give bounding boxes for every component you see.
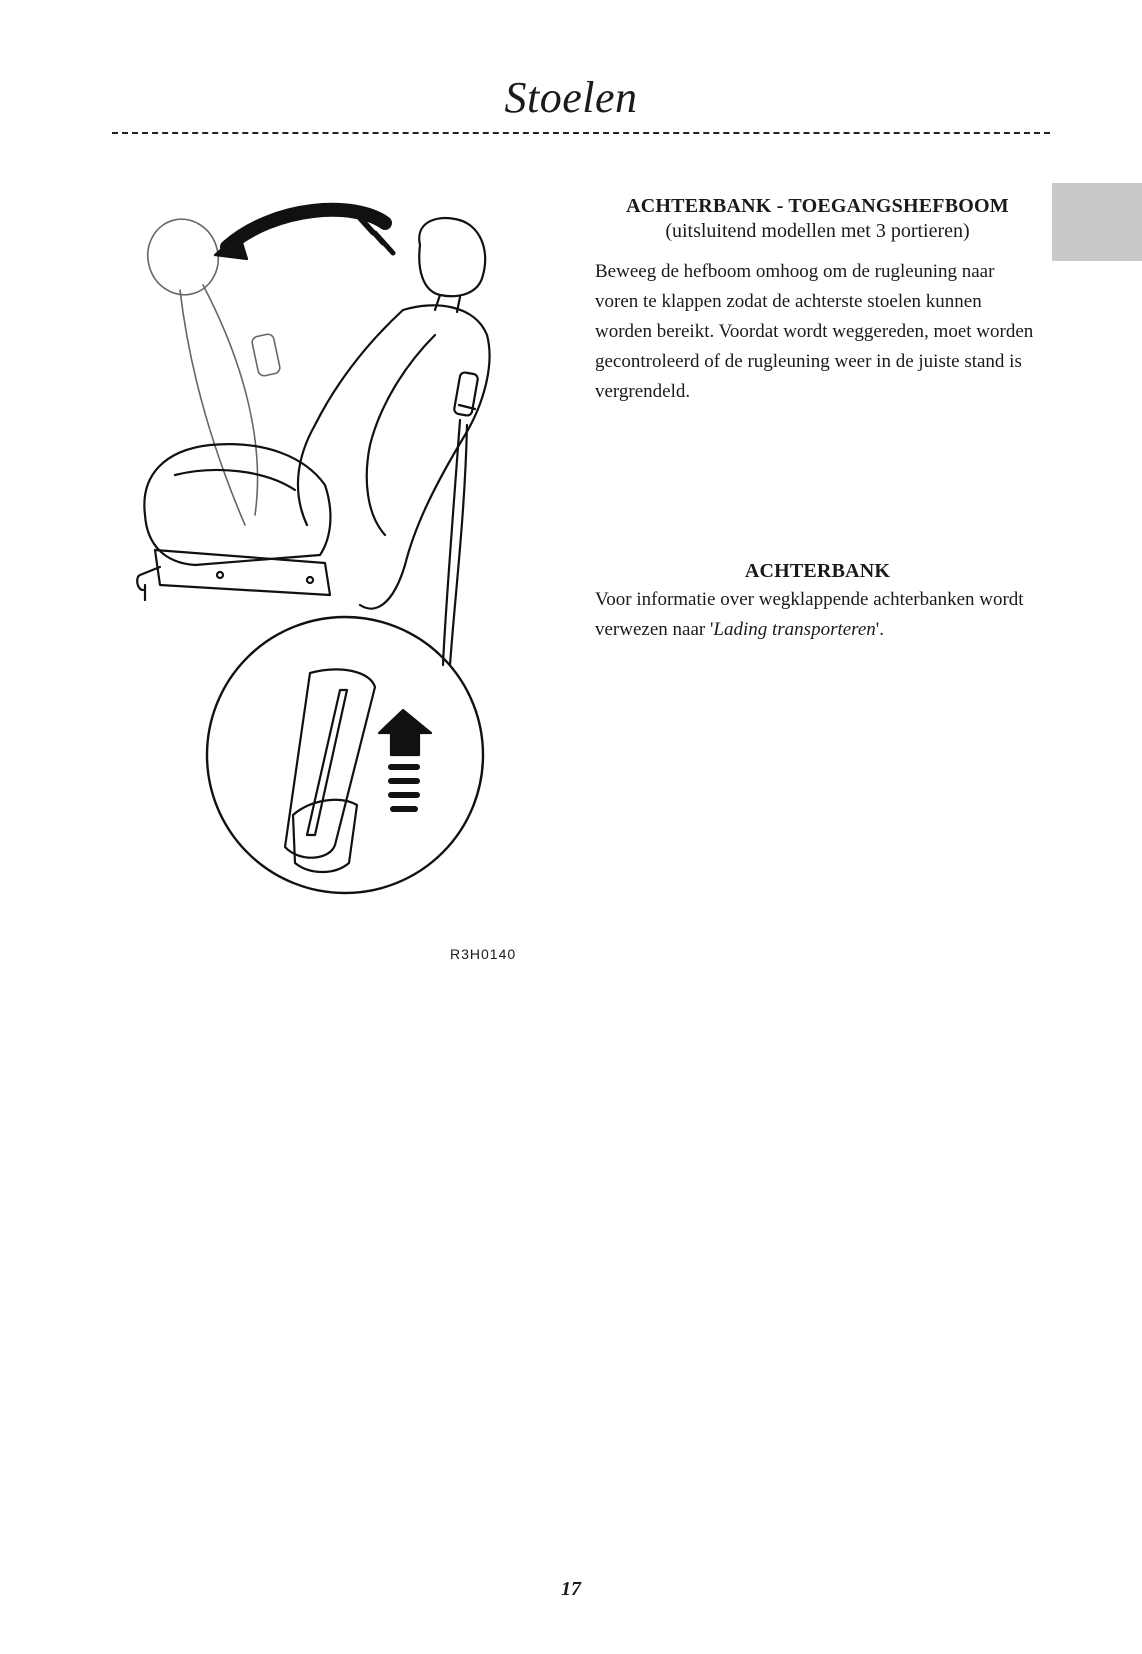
section-access-lever xyxy=(595,195,1040,407)
page-number: 17 xyxy=(561,1578,581,1600)
body-prefix: Voor informatie over wegklappende achterbanken wordt verwezen naar ' xyxy=(595,589,1024,640)
section-body: Beweeg de hefboom omhoog om de rugleuning naar voren te klappen zodat de achterste stoelen kunnen worden bereikt. Voordat wordt weggereden, moet worden gecontroleerd of de rugleuning weer in de juiste stand is vergrendeld. xyxy=(595,261,1034,402)
figure-code: R3H0140 xyxy=(450,946,517,962)
seat-cushion xyxy=(144,444,330,565)
seat-illustration xyxy=(135,195,535,975)
section-body xyxy=(595,585,1040,645)
section-rear-seat xyxy=(595,560,1040,645)
section-subheading: (uitsluitend modellen met 3 portieren) xyxy=(665,220,970,242)
body-suffix: '. xyxy=(875,619,884,640)
page-title: Stoelen xyxy=(504,73,638,122)
seatback-upright-ghost xyxy=(139,211,281,525)
up-arrow xyxy=(379,710,431,755)
cross-reference-link[interactable]: Lading transporteren xyxy=(713,619,876,640)
zoom-circle xyxy=(207,617,483,893)
fold-arrow xyxy=(227,210,385,247)
title-divider xyxy=(112,132,1050,134)
section-heading: ACHTERBANK xyxy=(744,560,891,582)
headrest xyxy=(419,218,485,296)
section-heading: ACHTERBANK - TOEGANGSHEFBOOM xyxy=(626,195,1009,217)
seat-icon xyxy=(135,195,535,975)
section-tab xyxy=(1052,183,1142,261)
